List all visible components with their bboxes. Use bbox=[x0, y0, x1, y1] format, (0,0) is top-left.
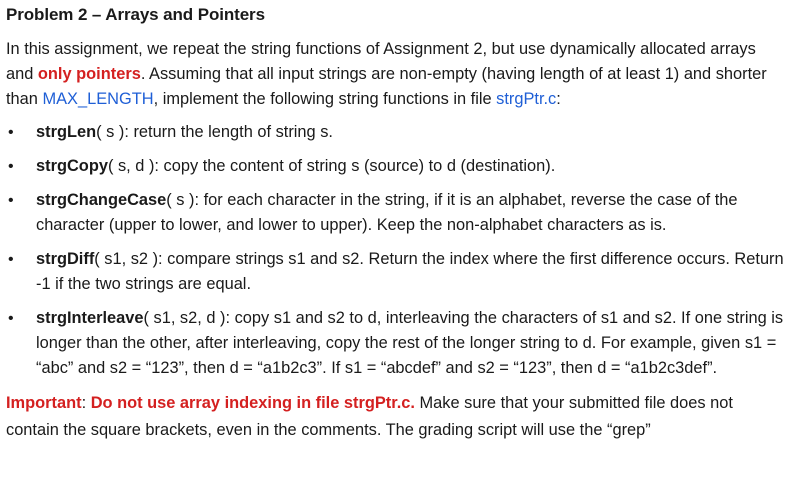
list-item-strglen bbox=[6, 120, 786, 145]
intro-text-1: In this assignment, we repeat the string functions of Assignment 2, but use dynamically allocated arrays and bbox=[6, 40, 756, 83]
list-item-strgdiff bbox=[6, 247, 786, 297]
intro-text-4: : bbox=[556, 90, 561, 108]
only-pointers-emphasis: only pointers bbox=[37, 65, 141, 83]
list-item-strginterleave bbox=[6, 306, 786, 381]
bullet-icon: • bbox=[8, 158, 14, 175]
function-description: return the length of string s. bbox=[133, 123, 333, 141]
function-name: strgDiff bbox=[36, 250, 95, 268]
list-item-strgcopy bbox=[6, 154, 786, 179]
bullet-icon: • bbox=[8, 251, 14, 268]
function-description: copy s1 and s2 to d, interleaving the characters of s1 and s2. If one string is longer than the other, after interleaving, copy the rest of the longer string to d. For example, given s1 = “abc” and s2 = “123”, then d = “a1b2c3”. If s1 = “abcdef” and s2 = “123”, then d = “a1b2c3def”. bbox=[36, 309, 784, 377]
function-name: strgInterleave bbox=[36, 309, 144, 327]
intro-paragraph bbox=[6, 37, 786, 112]
function-list bbox=[6, 120, 786, 381]
bullet-icon: • bbox=[8, 310, 14, 327]
function-args: ( s ): bbox=[166, 191, 204, 209]
important-warning: Do not use array indexing in file strgPtr.c. bbox=[90, 394, 415, 412]
function-args: ( s1, s2 ): bbox=[94, 250, 168, 268]
max-length-constant: MAX_LENGTH bbox=[42, 90, 154, 108]
function-args: ( s1, s2, d ): bbox=[143, 309, 235, 327]
file-name-link: strgPtr.c bbox=[496, 90, 557, 108]
problem-title: Problem 2 – Arrays and Pointers bbox=[6, 5, 265, 24]
function-name: strgChangeCase bbox=[36, 191, 167, 209]
function-description: compare strings s1 and s2. Return the index where the first difference occurs. Return -1 if the two strings are equal. bbox=[36, 250, 784, 293]
function-args: ( s, d ): bbox=[107, 157, 164, 175]
important-label: Important bbox=[6, 394, 82, 412]
intro-text-2: . Assuming that all input strings are non-empty (having length of at least 1) and shorter than bbox=[6, 65, 767, 108]
bullet-icon: • bbox=[8, 124, 14, 141]
function-description: copy the content of string s (source) to d (destination). bbox=[163, 157, 556, 175]
function-name: strgLen bbox=[36, 123, 97, 141]
list-item-strgchangecase bbox=[6, 188, 786, 238]
important-note bbox=[6, 390, 786, 444]
important-colon: : bbox=[81, 394, 91, 412]
important-rest: Make sure that your submitted file does not contain the square brackets, even in the comments. The grading script will use the “grep” bbox=[6, 394, 733, 439]
intro-text-3: , implement the following string functions in file bbox=[153, 90, 497, 108]
function-args: ( s ): bbox=[96, 123, 134, 141]
function-name: strgCopy bbox=[36, 157, 108, 175]
bullet-icon: • bbox=[8, 192, 14, 209]
function-description: for each character in the string, if it is an alphabet, reverse the case of the character (upper to lower, and lower to upper). Keep the non-alphabet characters as is. bbox=[36, 191, 738, 234]
